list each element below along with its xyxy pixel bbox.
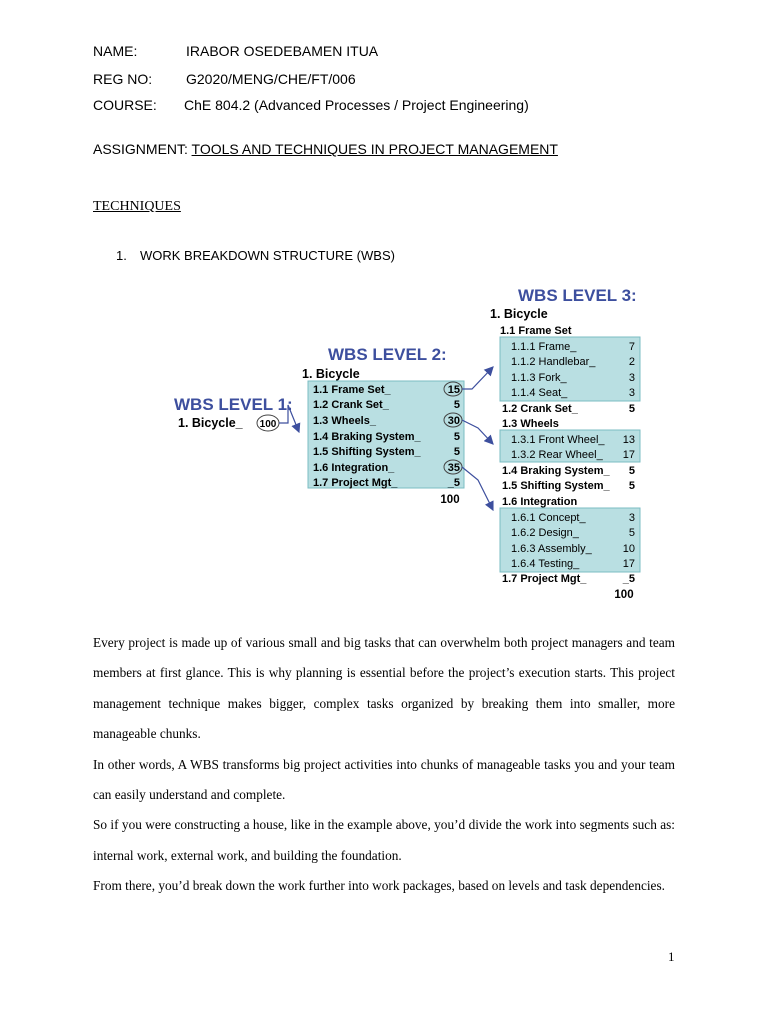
level2-value: 5: [453, 446, 460, 458]
paragraph: From there, you’d break down the work further into work packages, based on levels and task dependencies.: [93, 878, 665, 894]
level2-value: 35: [447, 462, 460, 474]
paragraph: In other words, A WBS transforms big project activities into chunks of manageable tasks you and your team can easily understand and complete.: [93, 756, 675, 803]
level3-shifting: 1.5 Shifting System_: [502, 480, 610, 492]
wbs-level2-title: WBS LEVEL 2:: [328, 345, 447, 364]
course-value: ChE 804.2 (Advanced Processes / Project Engineering): [184, 97, 529, 113]
level3-item: 1.6.3 Assembly_: [511, 543, 592, 555]
level2-value: _5: [447, 477, 460, 489]
level3-project-mgt-value: _5: [622, 573, 635, 585]
paragraph: So if you were constructing a house, like in the example above, you’d divide the work into segments such as: internal work, external work, and building the foundation.: [93, 817, 675, 863]
paragraph: Every project is made up of various small and big tasks that can overwhelm both project managers and team members at first glance. This is why planning is essential before the project’s execution starts. This project management technique makes bigger, complex tasks organized by breaking them into smaller, more manageable chunks.: [93, 635, 675, 742]
assignment-label: ASSIGNMENT:: [93, 141, 192, 157]
level3-crank: 1.2 Crank Set_: [502, 403, 578, 415]
assignment-value: TOOLS AND TECHNIQUES IN PROJECT MANAGEMENT: [191, 141, 558, 157]
wbs-level3-title: WBS LEVEL 3:: [518, 286, 637, 305]
level3-shifting-value: 5: [628, 480, 635, 492]
course-label: COURSE:: [93, 97, 157, 113]
level3-item: 1.3.1 Front Wheel_: [511, 434, 605, 446]
level2-value: 15: [447, 384, 460, 396]
level2-item: 1.3 Wheels_: [313, 415, 376, 427]
level2-value: 5: [453, 399, 460, 411]
wbs-level1-item: 1. Bicycle_: [178, 416, 243, 430]
list-text: WORK BREAKDOWN STRUCTURE (WBS): [140, 248, 395, 263]
section-title: TECHNIQUES: [93, 199, 181, 214]
level2-item: 1.4 Braking System_: [313, 431, 421, 443]
wbs-level2-root: 1. Bicycle: [302, 367, 360, 381]
level3-item: 1.1.2 Handlebar_: [511, 356, 596, 368]
level3-item: 1.1.1 Frame_: [511, 341, 577, 353]
page-number: 1: [668, 949, 675, 964]
level3-item: 1.6.4 Testing_: [511, 558, 580, 570]
level3-value: 3: [628, 372, 635, 384]
level3-item: 1.6.2 Design_: [511, 527, 579, 539]
arrow-l2-integration: [462, 467, 493, 510]
level3-braking: 1.4 Braking System_: [502, 465, 610, 477]
level3-value: 2: [628, 356, 635, 368]
list-number: 1.: [116, 248, 127, 263]
level3-item: 1.1.4 Seat_: [511, 387, 568, 399]
level3-value: 17: [622, 558, 635, 570]
level2-item: 1.7 Project Mgt_: [313, 477, 398, 489]
level3-project-mgt: 1.7 Project Mgt_: [502, 573, 587, 585]
body-text: [93, 628, 675, 902]
level3-item: 1.6.1 Concept_: [511, 512, 586, 524]
level2-value: 5: [453, 431, 460, 443]
level3-braking-value: 5: [628, 465, 635, 477]
level3-value: 5: [628, 527, 635, 539]
level3-crank-value: 5: [628, 403, 635, 415]
name-value: IRABOR OSEDEBAMEN ITUA: [186, 43, 379, 59]
level2-item: 1.2 Crank Set_: [313, 399, 389, 411]
level3-integration: 1.6 Integration: [502, 496, 578, 508]
wbs-level1-total: 100: [259, 419, 277, 430]
level3-value: 13: [622, 434, 635, 446]
wbs-level1-title: WBS LEVEL 1:: [174, 395, 293, 414]
level3-value: 3: [628, 387, 635, 399]
level2-item: 1.1 Frame Set_: [313, 384, 391, 396]
level2-item: 1.6 Integration_: [313, 462, 395, 474]
regno-value: G2020/MENG/CHE/FT/006: [186, 71, 356, 87]
level3-item: 1.1.3 Fork_: [511, 372, 567, 384]
arrow-l2-frame: [462, 367, 493, 389]
arrow-l2-wheels: [462, 420, 493, 444]
wbs-level3-total: 100: [614, 589, 634, 601]
level2-item: 1.5 Shifting System_: [313, 446, 421, 458]
name-label: NAME:: [93, 43, 138, 59]
level3-frame-set: 1.1 Frame Set: [500, 325, 572, 337]
level3-value: 7: [628, 341, 635, 353]
level2-value: 30: [447, 415, 460, 427]
wbs-level3-root: 1. Bicycle: [490, 307, 548, 321]
level3-value: 10: [622, 543, 635, 555]
level3-item: 1.3.2 Rear Wheel_: [511, 449, 603, 461]
level3-value: 17: [622, 449, 635, 461]
level3-value: 3: [628, 512, 635, 524]
regno-label: REG NO:: [93, 71, 153, 87]
wbs-level2-total: 100: [440, 494, 460, 506]
level3-wheels: 1.3 Wheels: [502, 418, 559, 430]
